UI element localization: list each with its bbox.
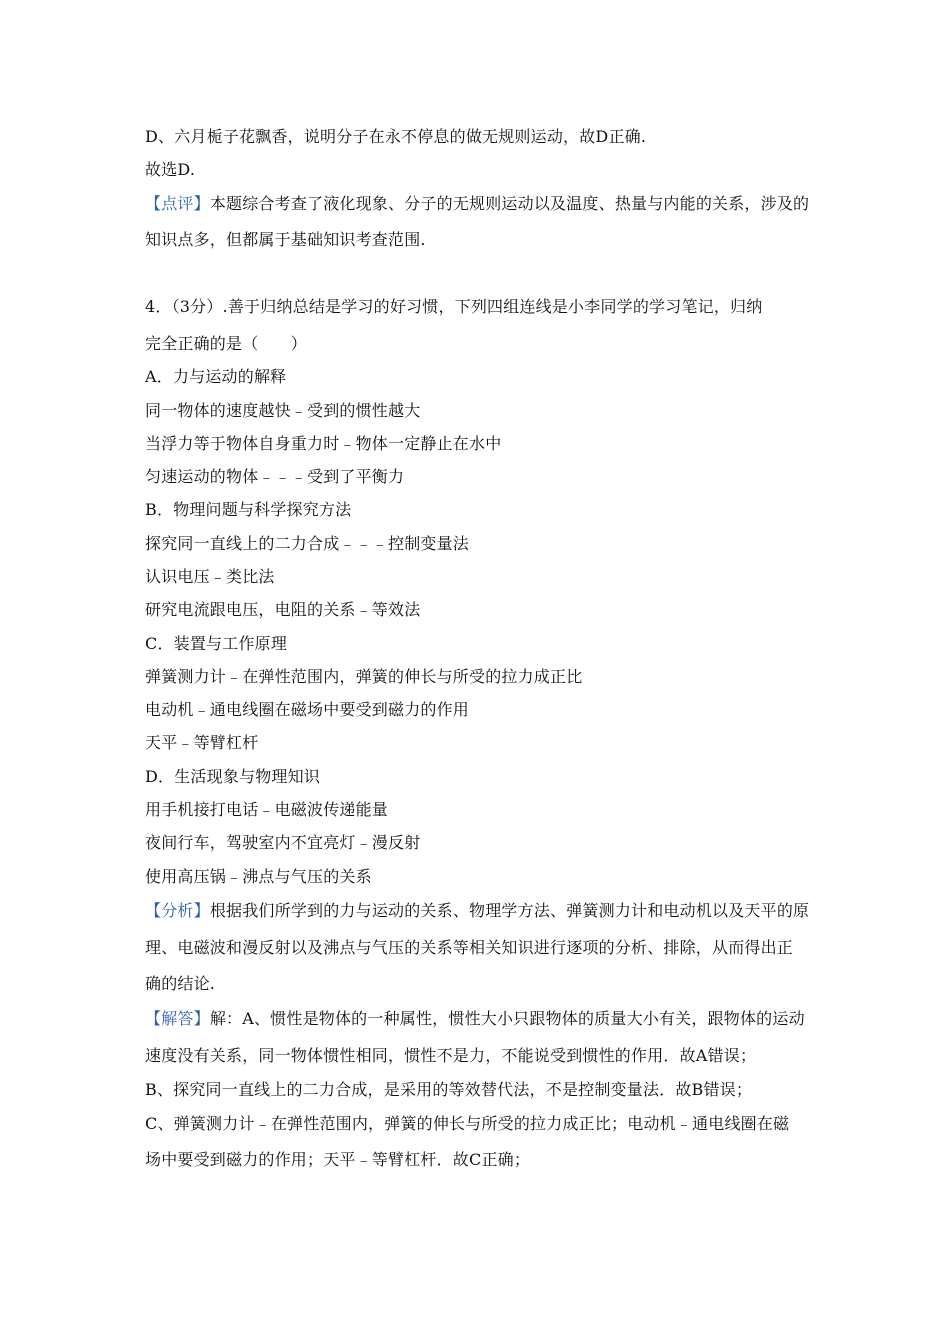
q4-solution-line-3: B、探究同一直线上的二力合成，是采用的等效替代法，不是控制变量法．故B错误；	[145, 1080, 753, 1099]
q4-option-c-item: 电动机﹣通电线圈在磁场中要受到磁力的作用	[145, 700, 470, 719]
q4-analysis-line-2: 理、电磁波和漫反射以及沸点与气压的关系等相关知识进行逐项的分析、排除，从而得出正	[145, 938, 794, 957]
q4-option-d-item: 夜间行车，驾驶室内不宜亮灯﹣漫反射	[145, 833, 421, 852]
q4-option-c-title: C．装置与工作原理	[145, 634, 288, 653]
q3-comment-line-2: 知识点多，但都属于基础知识考查范围.	[145, 230, 426, 249]
q4-solution-line-5: 场中要受到磁力的作用；天平﹣等臂杠杆．故C正确；	[145, 1150, 531, 1169]
solution-tag: 【解答】	[145, 1009, 210, 1028]
q4-option-b-item: 探究同一直线上的二力合成﹣﹣﹣控制变量法	[145, 534, 470, 553]
q4-option-b-title: B．物理问题与科学探究方法	[145, 500, 352, 519]
q4-stem-line-1: 4．（3分）.善于归纳总结是学习的好习惯，下列四组连线是小李同学的学习笔记，归纳	[145, 297, 763, 316]
q4-option-a-item: 同一物体的速度越快﹣受到的惯性越大	[145, 401, 421, 420]
q4-stem-line-2: 完全正确的是（ ）	[145, 334, 308, 353]
q4-analysis-line-1	[145, 901, 809, 921]
q4-option-d-item: 用手机接打电话﹣电磁波传递能量	[145, 800, 389, 819]
q4-option-a-title: A．力与运动的解释	[145, 367, 287, 386]
q4-option-c-item: 弹簧测力计﹣在弹性范围内，弹簧的伸长与所受的拉力成正比	[145, 667, 583, 686]
solution-text-1: 解：A、惯性是物体的一种属性，惯性大小只跟物体的质量大小有关，跟物体的运动	[209, 1009, 805, 1028]
comment-tag: 【点评】	[145, 194, 210, 213]
q4-solution-line-2: 速度没有关系，同一物体惯性相同，惯性不是力，不能说受到惯性的作用．故A错误；	[145, 1046, 757, 1065]
q3-option-d-line: D、六月栀子花飘香，说明分子在永不停息的做无规则运动，故D正确.	[145, 127, 647, 146]
analysis-text-1: 根据我们所学到的力与运动的关系、物理学方法、弹簧测力计和电动机以及天平的原	[209, 901, 810, 920]
comment-text-1: 本题综合考查了液化现象、分子的无规则运动以及温度、热量与内能的关系，涉及的	[209, 194, 810, 213]
q4-option-d-title: D．生活现象与物理知识	[145, 767, 321, 786]
q4-option-b-item: 认识电压﹣类比法	[145, 567, 275, 586]
q4-option-d-item: 使用高压锅﹣沸点与气压的关系	[145, 867, 372, 886]
q4-option-b-item: 研究电流跟电压，电阻的关系﹣等效法	[145, 600, 421, 619]
q3-answer-line: 故选D.	[145, 160, 196, 179]
q4-option-c-item: 天平﹣等臂杠杆	[145, 733, 259, 752]
q3-comment-line-1	[145, 194, 809, 214]
q4-option-a-item: 匀速运动的物体﹣﹣﹣受到了平衡力	[145, 467, 405, 486]
q4-option-a-item: 当浮力等于物体自身重力时﹣物体一定静止在水中	[145, 434, 502, 453]
q4-analysis-line-3: 确的结论.	[145, 974, 216, 993]
q4-solution-line-4: C、弹簧测力计﹣在弹性范围内，弹簧的伸长与所受的拉力成正比；电动机﹣通电线圈在磁	[145, 1114, 790, 1133]
analysis-tag: 【分析】	[145, 901, 210, 920]
q4-solution-line-1	[145, 1009, 805, 1029]
